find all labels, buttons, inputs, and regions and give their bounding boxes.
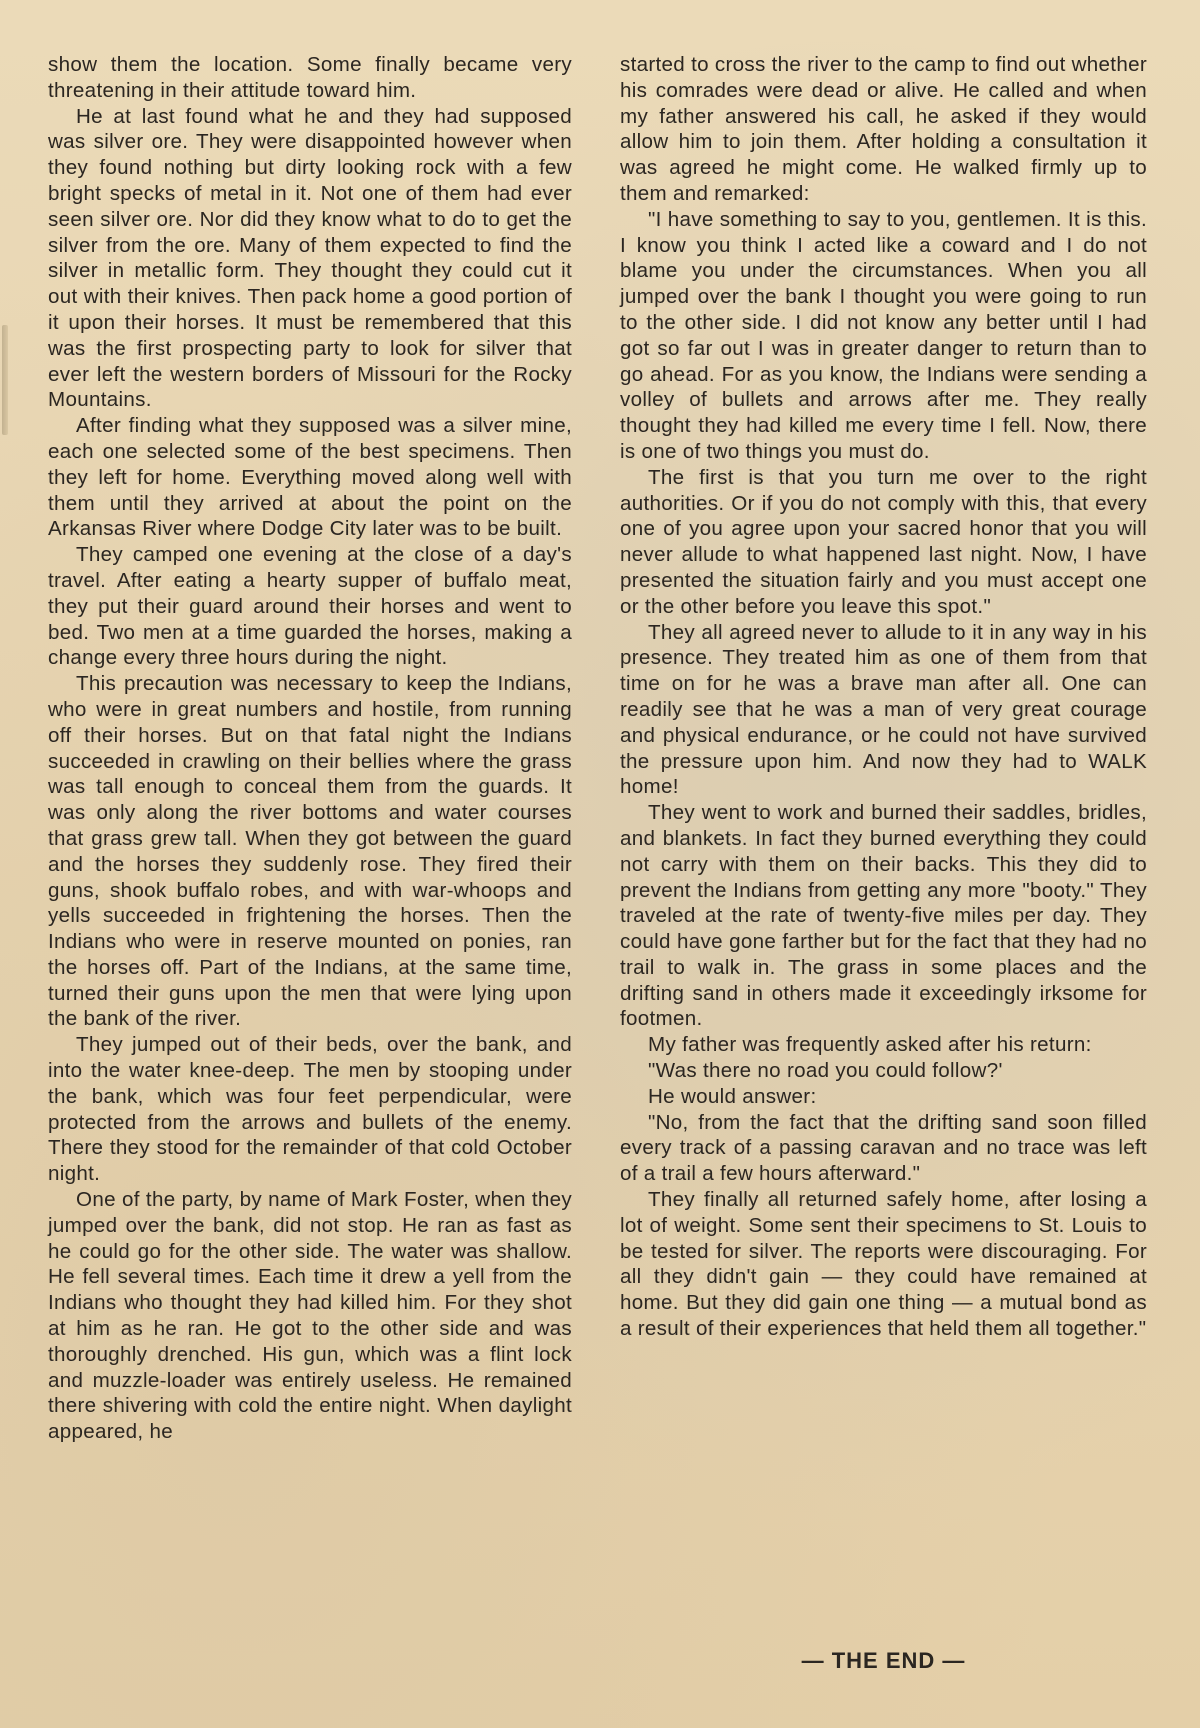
paragraph: "No, from the fact that the drifting sand soon filled every track of a passing caravan and no trace was left of a trail a few hours afterward."	[620, 1110, 1147, 1186]
paragraph: show them the location. Some finally became very threatening in their attitude toward him.	[48, 53, 572, 102]
paragraph: They jumped out of their beds, over the bank, and into the water knee-deep. The men by stooping under the bank, which was four feet perpendicular, were protected from the arrows and bullets of the enemy. There they stood for the remainder of that cold October night.	[48, 1033, 572, 1186]
paragraph: One of the party, by name of Mark Foster, when they jumped over the bank, did not stop. He ran as fast as he could go for the other side. The water was shallow. He fell several times. Each time it drew a yell from the Indians who thought they had killed him. For they shot at him as he ran. He got to the other side and was thoroughly drenched. His gun, which was a flint lock and muzzle-loader was entirely useless. He remained there shivering with cold the entire night. When daylight appeared, he	[48, 1188, 572, 1444]
left-text-column	[48, 52, 572, 1445]
paragraph: started to cross the river to the camp to find out whether his comrades were dead or alive. He called and when my father answered his call, he asked if they would allow him to join them. After holding a consultation it was agreed he might come. He walked firmly up to them and remarked:	[620, 53, 1147, 205]
paragraph: After finding what they supposed was a silver mine, each one selected some of the best specimens. Then they left for home. Everything moved along well with them until they arrived at about the point on the Arkansas River where Dodge City later was to be built.	[48, 414, 572, 541]
paragraph: He would answer:	[648, 1084, 817, 1108]
paragraph: They all agreed never to allude to it in any way in his presence. They treated him as one of them from that time on for he was a brave man after all. One can readily see that he was a man of very great courage and physical endurance, or he could not have survived the pressure upon him. And now they had to WALK home!	[620, 620, 1147, 799]
paragraph: This precaution was necessary to keep the Indians, who were in great numbers and hostile, from running off their horses. But on that fatal night the Indians succeeded in crawling on their bellies where the grass was tall enough to conceal them from the guards. It was only along the river bottoms and water courses that grass grew tall. When they got between the guard and the horses they suddenly rose. They fired their guns, shook buffalo robes, and with war-whoops and yells succeeded in frightening the horses. Then the Indians who were in reserve mounted on ponies, ran the horses off. Part of the Indians, at the same time, turned their guns upon the men that were lying upon the bank of the river.	[48, 672, 572, 1031]
page-edge-stain	[2, 325, 8, 435]
the-end-footer: — THE END —	[801, 1648, 966, 1673]
paragraph: My father was frequently asked after his return:	[648, 1033, 1092, 1057]
paragraph: "Was there no road you could follow?'	[648, 1059, 1003, 1083]
paragraph: They went to work and burned their saddles, bridles, and blankets. In fact they burned everything they could not carry with them on their backs. This they did to prevent the Indians from getting any more "booty." They traveled at the rate of twenty-five miles per day. They could have gone farther but for the fact that they had no trail to walk in. The grass in some places and the drifting sand in others made it exceedingly irksome for footmen.	[620, 801, 1147, 1031]
paragraph: He at last found what he and they had supposed was silver ore. They were disappointed however when they found nothing but dirty looking rock with a few bright specks of metal in it. Not one of them had ever seen silver ore. Nor did they know what to do to get the silver from the ore. Many of them expected to find the silver in metallic form. They thought they could cut it out with their knives. Then pack home a good portion of it upon their horses. It must be remembered that this was the first prospecting party to look for silver that ever left the western borders of Missouri for the Rocky Mountains.	[48, 104, 572, 412]
paragraph: They finally all returned safely home, after losing a lot of weight. Some sent their specimens to St. Louis to be tested for silver. The reports were discouraging. For all they didn't gain — they could have remained at home. But they did gain one thing — a mutual bond as a result of their experiences that held them all together."	[620, 1188, 1147, 1341]
paragraph: The first is that you turn me over to the right authorities. Or if you do not comply with this, that every one of you agree upon your sacred honor that you will never allude to what happened last night. Now, I have presented the situation fairly and you must accept one or the other before you leave this spot."	[620, 465, 1147, 618]
right-text-column	[620, 52, 1147, 1342]
paragraph: "I have something to say to you, gentlemen. It is this. I know you think I acted like a coward and I do not blame you under the circumstances. When you all jumped over the bank I thought you were going to run to the other side. I did not know any better until I had got so far out I was in greater danger to return than to go ahead. For as you know, the Indians were sending a volley of bullets and arrows after me. They really thought they had killed me every time I fell. Now, there is one of two things you must do.	[620, 207, 1147, 463]
paragraph: They camped one evening at the close of a day's travel. After eating a hearty supper of buffalo meat, they put their guard around their horses and went to bed. Two men at a time guarded the horses, making a change every three hours during the night.	[48, 543, 572, 670]
